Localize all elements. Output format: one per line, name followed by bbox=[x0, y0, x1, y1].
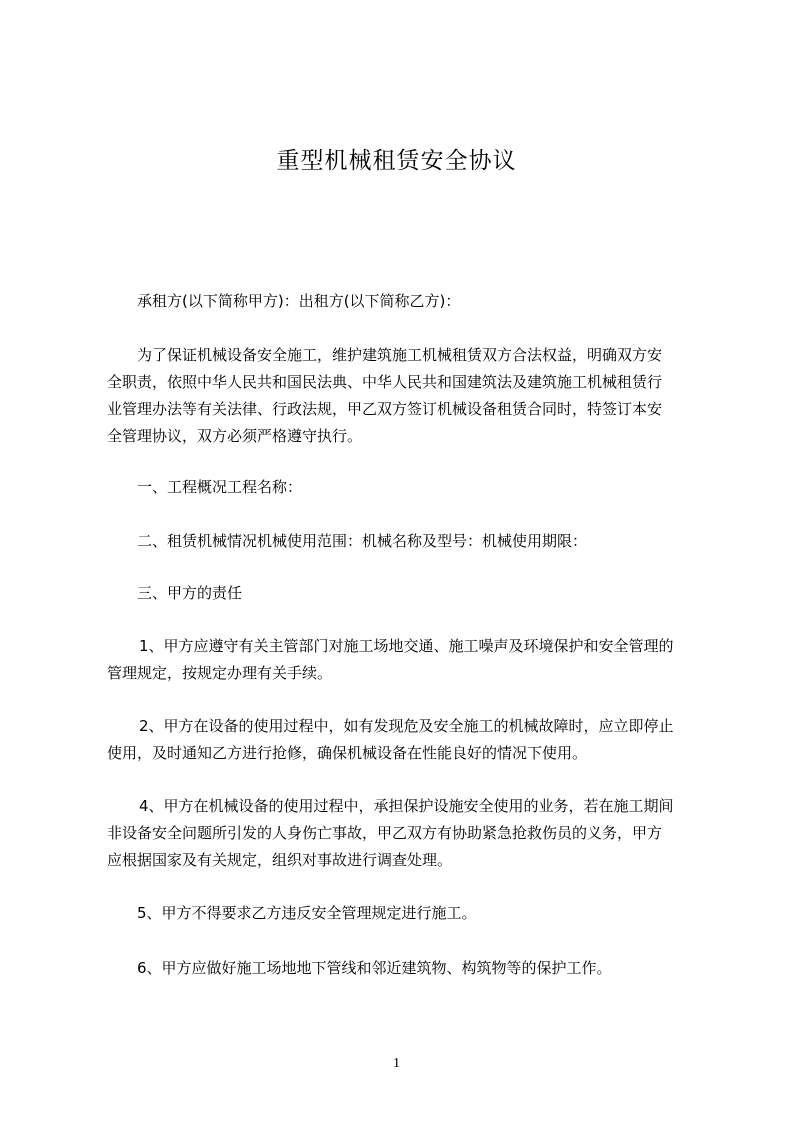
page-number: 1 bbox=[393, 1056, 400, 1071]
clause-line: 使用，及时通知乙方进行抢修，确保机械设备在性能良好的情况下使用。 bbox=[107, 744, 588, 762]
preamble-paragraph bbox=[107, 342, 707, 450]
clause-line: 2、甲方在设备的使用过程中，如有发现危及安全施工的机械故障时，应立即停止 bbox=[139, 717, 674, 735]
document-title: 重型机械租赁安全协议 bbox=[276, 148, 517, 174]
preamble-line: 全管理协议，双方必须严格遵守执行。 bbox=[107, 427, 363, 445]
clause-line: 1、甲方应遵守有关主管部门对施工场地交通、施工噪声及环境保护和安全管理的 bbox=[139, 637, 674, 655]
clause-1 bbox=[107, 633, 707, 687]
parties-line: 承租方(以下简称甲方)：出租方(以下简称乙方)： bbox=[137, 292, 461, 310]
preamble-line: 业管理办法等有关法律、行政法规，甲乙双方签订机械设备租赁合同时，特签订本安 bbox=[107, 400, 663, 418]
preamble-line: 全职责，依照中华人民共和国民法典、中华人民共和国建筑法及建筑施工机械租赁行 bbox=[107, 373, 663, 391]
clause-5: 5、甲方不得要求乙方违反安全管理规定进行施工。 bbox=[137, 904, 477, 922]
preamble-line: 为了保证机械设备安全施工，维护建筑施工机械租赁双方合法权益，明确双方安 bbox=[137, 346, 663, 364]
section-heading-3: 三、甲方的责任 bbox=[137, 584, 243, 602]
section-heading-2: 二、租赁机械情况机械使用范围：机械名称及型号：机械使用期限： bbox=[137, 532, 588, 550]
clause-6: 6、甲方应做好施工场地地下管线和邻近建筑物、构筑物等的保护工作。 bbox=[137, 959, 612, 977]
clause-line: 非设备安全问题所引发的人身伤亡事故，甲乙双方有协助紧急抢救伤员的义务，甲方 bbox=[107, 824, 663, 842]
clause-line: 应根据国家及有关规定，组织对事故进行调查处理。 bbox=[107, 851, 453, 869]
clause-line: 管理规定，按规定办理有关手续。 bbox=[107, 664, 333, 682]
clause-line: 4、甲方在机械设备的使用过程中，承担保护设施安全使用的业务，若在施工期间 bbox=[139, 797, 674, 815]
section-heading-1: 一、工程概况工程名称： bbox=[137, 478, 303, 496]
clause-4 bbox=[107, 793, 707, 874]
clause-2 bbox=[107, 713, 707, 767]
